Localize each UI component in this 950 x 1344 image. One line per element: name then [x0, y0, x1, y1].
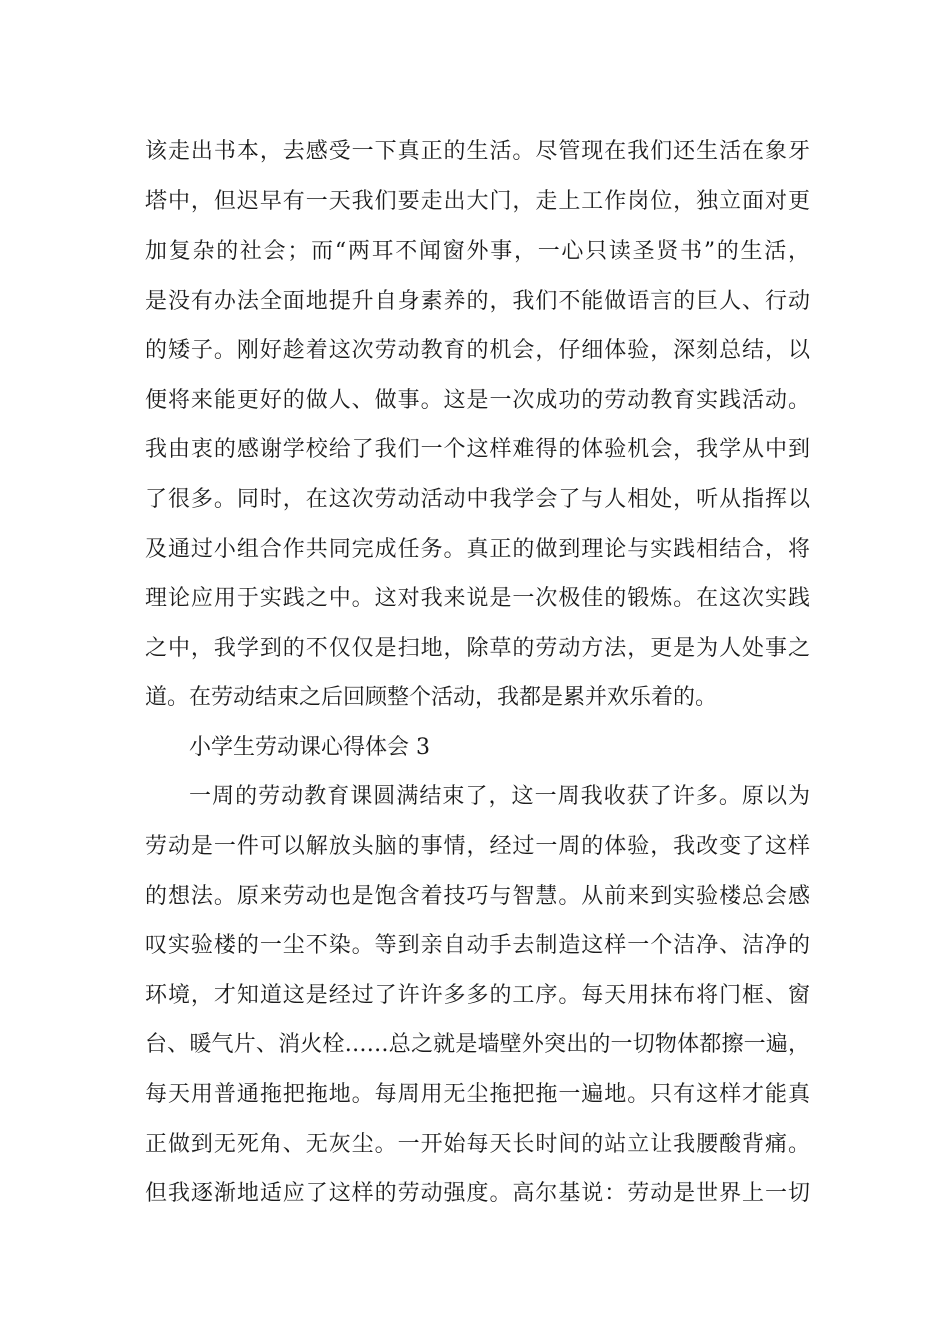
paragraph-1-line-1: 该走出书本，去感受一下真正的生活。尽管现在我们还生活在象牙 — [145, 139, 810, 164]
paragraph-1-line-6: 便将来能更好的做人、做事。这是一次成功的劳动教育实践活动。 — [145, 388, 810, 413]
paragraph-2-line-6: 台、暖气片、消火栓……总之就是墙壁外突出的一切物体都擦一遍， — [145, 1032, 810, 1057]
paragraph-2-line-2: 劳动是一件可以解放头脑的事情，经过一周的体验，我改变了这样 — [145, 834, 810, 859]
paragraph-1-line-8: 了很多。同时，在这次劳动活动中我学会了与人相处，听从指挥以 — [145, 487, 810, 512]
paragraph-1-line-5: 的矮子。刚好趁着这次劳动教育的机会，仔细体验，深刻总结，以 — [145, 338, 810, 363]
paragraph-2-line-1: 一周的劳动教育课圆满结束了，这一周我收获了许多。原以为 — [189, 784, 810, 809]
section-heading: 小学生劳动课心得体会 3 — [189, 735, 430, 760]
paragraph-1-line-12: 道。在劳动结束之后回顾整个活动，我都是累并欢乐着的。 — [145, 685, 718, 710]
paragraph-2-line-9: 但我逐渐地适应了这样的劳动强度。高尔基说：劳动是世界上一切 — [145, 1181, 810, 1206]
paragraph-1-line-9: 及通过小组合作共同完成任务。真正的做到理论与实践相结合，将 — [145, 537, 810, 562]
paragraph-1-line-7: 我由衷的感谢学校给了我们一个这样难得的体验机会，我学从中到 — [145, 437, 810, 462]
paragraph-1-line-4: 是没有办法全面地提升自身素养的，我们不能做语言的巨人、行动 — [145, 289, 810, 314]
paragraph-1-line-2: 塔中，但迟早有一天我们要走出大门，走上工作岗位，独立面对更 — [145, 189, 810, 214]
paragraph-2-line-7: 每天用普通拖把拖地。每周用无尘拖把拖一遍地。只有这样才能真 — [145, 1082, 810, 1107]
paragraph-1-line-3: 加复杂的社会；而“两耳不闻窗外事，一心只读圣贤书”的生活， — [145, 239, 810, 264]
paragraph-2-line-8: 正做到无死角、无灰尘。一开始每天长时间的站立让我腰酸背痛。 — [145, 1132, 810, 1157]
paragraph-2-line-5: 环境，才知道这是经过了许许多多的工序。每天用抹布将门框、窗 — [145, 983, 810, 1008]
paragraph-2-line-4: 叹实验楼的一尘不染。等到亲自动手去制造这样一个洁净、洁净的 — [145, 933, 810, 958]
paragraph-1-line-11: 之中，我学到的不仅仅是扫地，除草的劳动方法，更是为人处事之 — [145, 636, 810, 661]
paragraph-2-line-3: 的想法。原来劳动也是饱含着技巧与智慧。从前来到实验楼总会感 — [145, 884, 810, 909]
paragraph-1-line-10: 理论应用于实践之中。这对我来说是一次极佳的锻炼。在这次实践 — [145, 586, 810, 611]
